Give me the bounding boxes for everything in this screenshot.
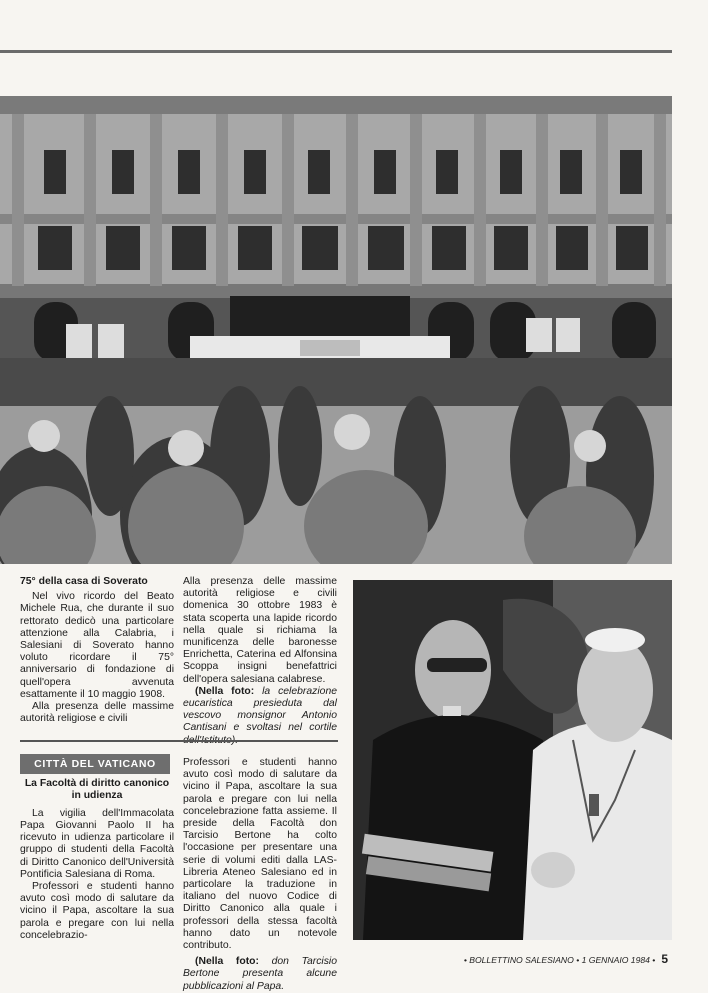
article2-paragraph-1: La vigilia dell'Immacolata Papa Giovanni Paolo II ha ricevuto in udienza particolare il gruppo di studenti della Facoltà di Diritto Canonico dell'Università Pontificia Salesiana di Roma.	[20, 807, 174, 880]
page-number: 5	[661, 952, 668, 966]
article1-column-1	[20, 576, 174, 725]
article1-column-2	[183, 576, 337, 747]
article1-paragraph-2: Alla presenza delle massime autorità religiose e civili domenica 30 ottobre 1983 è stata scoperta una lapide ricordo nella quale si richiama la munificenza delle baronesse Enrichetta, Caterina ed Alfonsina Scoppa insigni benefattrici dell'opera salesiana calabrese.	[183, 576, 337, 685]
article1-caption-label: (Nella foto:	[195, 685, 255, 697]
courtyard-mass-photo	[0, 96, 672, 564]
article2-caption-text: don Tarcisio Bertone presenta alcune pubblicazioni al Papa.	[183, 956, 337, 992]
article1-headline: 75° della casa di Soverato	[20, 576, 148, 587]
article2-paragraph-2: Professori e studenti hanno avuto così modo di salutare da vicino il Papa, ascoltare la sua parola e pregare con lui nella concelebrazione fatta assieme. Il preside della Facoltà don Tarcisio Bertone ha colto l'occasione per presentare una serie di volumi editi dalla LAS-Libreria Ateneo Salesiano ed in particolare la traduzione in italiano del nuovo Codice di Diritto Canonico alla quale i professori della stessa facoltà hanno dato un notevole contributo.	[183, 757, 337, 952]
article2-column-2	[183, 757, 337, 993]
article2-headline: La Facoltà di diritto canonico in udienza	[24, 778, 170, 802]
article1-photo-caption	[183, 686, 337, 747]
pope-audience-photo	[353, 580, 672, 940]
article1-paragraph-1: Nel vivo ricordo del Beato Michele Rua, che durante il suo rettorato dedicò una particolare attenzione alla Calabria, i Salesiani di Soverato hanno voluto ricordare il 75° anniversario di fondazione di quell'opera avvenuta esattamente il 10 maggio 1908.	[20, 591, 174, 700]
section-badge-vaticano: CITTÀ DEL VATICANO	[20, 754, 170, 774]
article2-photo-caption	[183, 956, 337, 993]
article2-caption-label: (Nella foto:	[195, 956, 259, 968]
section-divider	[20, 740, 338, 742]
publication-name: • BOLLETTINO SALESIANO • 1 GENNAIO 1984 •	[463, 955, 656, 965]
article2-paragraph-2-start: Professori e studenti hanno avuto così modo di salutare da vicino il Papa, ascoltare la sua parola e pregare con lui nella concelebrazio-	[20, 881, 174, 941]
article1-caption-text: la celebrazione eucaristica presieduta dal vescovo monsignor Antonio Cantisani e svoltasi nel cortile	[183, 685, 337, 734]
top-rule	[0, 50, 672, 53]
article2-column-1	[20, 776, 174, 941]
page-footer	[464, 952, 668, 966]
article1-paragraph-2-start: Alla presenza delle massime autorità religiose e civili	[20, 701, 174, 725]
